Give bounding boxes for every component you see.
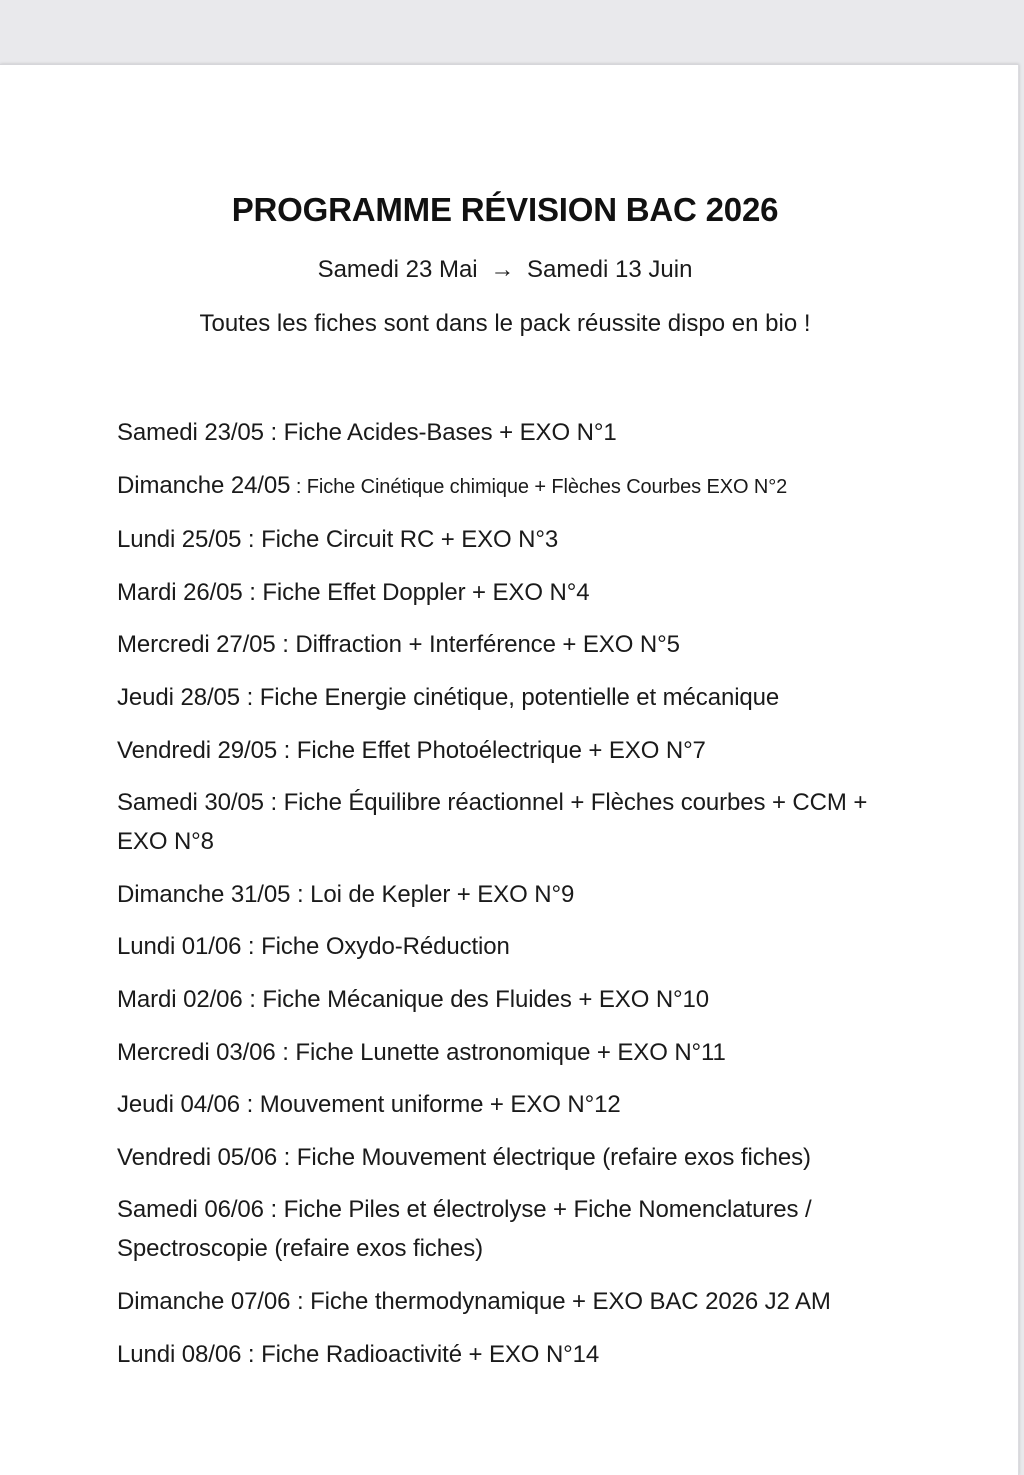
tagline: Toutes les fiches sont dans le pack réussite dispo en bio ! <box>199 310 811 337</box>
schedule-item <box>117 625 917 664</box>
schedule-separator: : <box>263 789 284 817</box>
schedule-item <box>117 783 917 861</box>
schedule-content: Fiche Effet Doppler + EXO N°4 <box>262 578 590 606</box>
schedule-content: Fiche Oxydo-Réduction <box>261 933 510 961</box>
date-range <box>0 256 1010 284</box>
schedule-day: Mercredi 27/05 <box>117 631 276 659</box>
schedule-content: Fiche Radioactivité + EXO N°14 <box>261 1340 600 1368</box>
schedule-content: Fiche Piles et électrolyse + Fiche Nomenclatures / Spectroscopie (refaire exos fiches) <box>117 1196 812 1263</box>
schedule-day: Mercredi 03/06 <box>117 1038 276 1066</box>
schedule-item <box>117 1138 917 1177</box>
schedule-content: Diffraction + Interférence + EXO N°5 <box>295 631 680 659</box>
schedule-day: Vendredi 05/06 <box>117 1143 278 1171</box>
schedule-day: Mardi 02/06 <box>117 985 243 1013</box>
schedule-content: Loi de Kepler + EXO N°9 <box>310 880 575 908</box>
schedule-content: Fiche Energie cinétique, potentielle et mécanique <box>259 683 780 711</box>
schedule-separator: : <box>263 419 284 446</box>
schedule-separator: : <box>290 475 307 498</box>
schedule-item <box>117 413 917 452</box>
schedule-separator: : <box>241 1340 262 1368</box>
schedule-separator: : <box>275 1038 296 1066</box>
schedule-day: Lundi 25/05 <box>117 526 242 554</box>
schedule-item <box>117 1335 917 1374</box>
schedule-item <box>117 1085 917 1124</box>
schedule-item <box>117 1282 917 1321</box>
date-range-start: Samedi 23 Mai <box>317 256 478 283</box>
schedule-content: Fiche Cinétique chimique + Flèches Courbes EXO N°2 <box>306 475 788 498</box>
schedule-item <box>117 573 917 612</box>
schedule-content: Fiche Effet Photoélectrique + EXO N°7 <box>296 736 706 764</box>
schedule-day: Samedi 30/05 <box>117 789 264 817</box>
schedule-separator: : <box>290 1287 311 1315</box>
schedule-separator: : <box>242 985 263 1013</box>
schedule-day: Samedi 23/05 <box>117 419 264 446</box>
schedule-separator: : <box>277 1143 297 1171</box>
schedule-item <box>117 678 917 717</box>
schedule-separator: : <box>240 1091 260 1119</box>
schedule-day: Dimanche 31/05 <box>117 880 291 908</box>
schedule-day: Dimanche 24/05 <box>117 471 291 499</box>
schedule-content: Mouvement uniforme + EXO N°12 <box>259 1091 621 1119</box>
schedule-separator: : <box>241 526 262 554</box>
schedule-separator: : <box>240 683 260 711</box>
schedule-list <box>117 413 917 1387</box>
schedule-day: Lundi 01/06 <box>117 933 242 961</box>
arrow-right-icon: → <box>490 256 515 283</box>
schedule-item <box>117 731 917 770</box>
schedule-item <box>117 1033 917 1072</box>
page-title: PROGRAMME RÉVISION BAC 2026 <box>231 191 779 228</box>
document-page <box>0 64 1019 1475</box>
schedule-separator: : <box>275 631 296 659</box>
schedule-content: Fiche Acides-Bases + EXO N°1 <box>283 419 617 446</box>
schedule-day: Dimanche 07/06 <box>117 1287 291 1315</box>
date-range-end: Samedi 13 Juin <box>526 256 693 283</box>
schedule-day: Mardi 26/05 <box>117 578 243 606</box>
schedule-content: Fiche Lunette astronomique + EXO N°11 <box>295 1038 726 1066</box>
schedule-separator: : <box>242 578 263 606</box>
schedule-content: Fiche thermodynamique + EXO BAC 2026 J2 AM <box>310 1287 831 1315</box>
schedule-item <box>117 927 917 966</box>
schedule-day: Lundi 08/06 <box>117 1340 242 1368</box>
schedule-day: Vendredi 29/05 <box>117 736 278 764</box>
schedule-item <box>117 980 917 1019</box>
schedule-content: Fiche Circuit RC + EXO N°3 <box>261 526 559 554</box>
schedule-separator: : <box>241 933 262 961</box>
schedule-item <box>117 875 917 914</box>
schedule-item <box>117 520 917 559</box>
schedule-content: Fiche Mouvement électrique (refaire exos fiches) <box>296 1143 811 1171</box>
schedule-item <box>117 466 917 507</box>
schedule-separator: : <box>263 1196 284 1224</box>
schedule-content: Fiche Mécanique des Fluides + EXO N°10 <box>262 985 710 1013</box>
schedule-day: Jeudi 04/06 <box>117 1091 241 1119</box>
schedule-separator: : <box>290 880 311 908</box>
schedule-item <box>117 1190 917 1268</box>
schedule-day: Samedi 06/06 <box>117 1196 264 1224</box>
schedule-separator: : <box>277 736 297 764</box>
schedule-content: Fiche Équilibre réactionnel + Flèches courbes + CCM + EXO N°8 <box>117 789 868 856</box>
schedule-day: Jeudi 28/05 <box>117 683 241 711</box>
